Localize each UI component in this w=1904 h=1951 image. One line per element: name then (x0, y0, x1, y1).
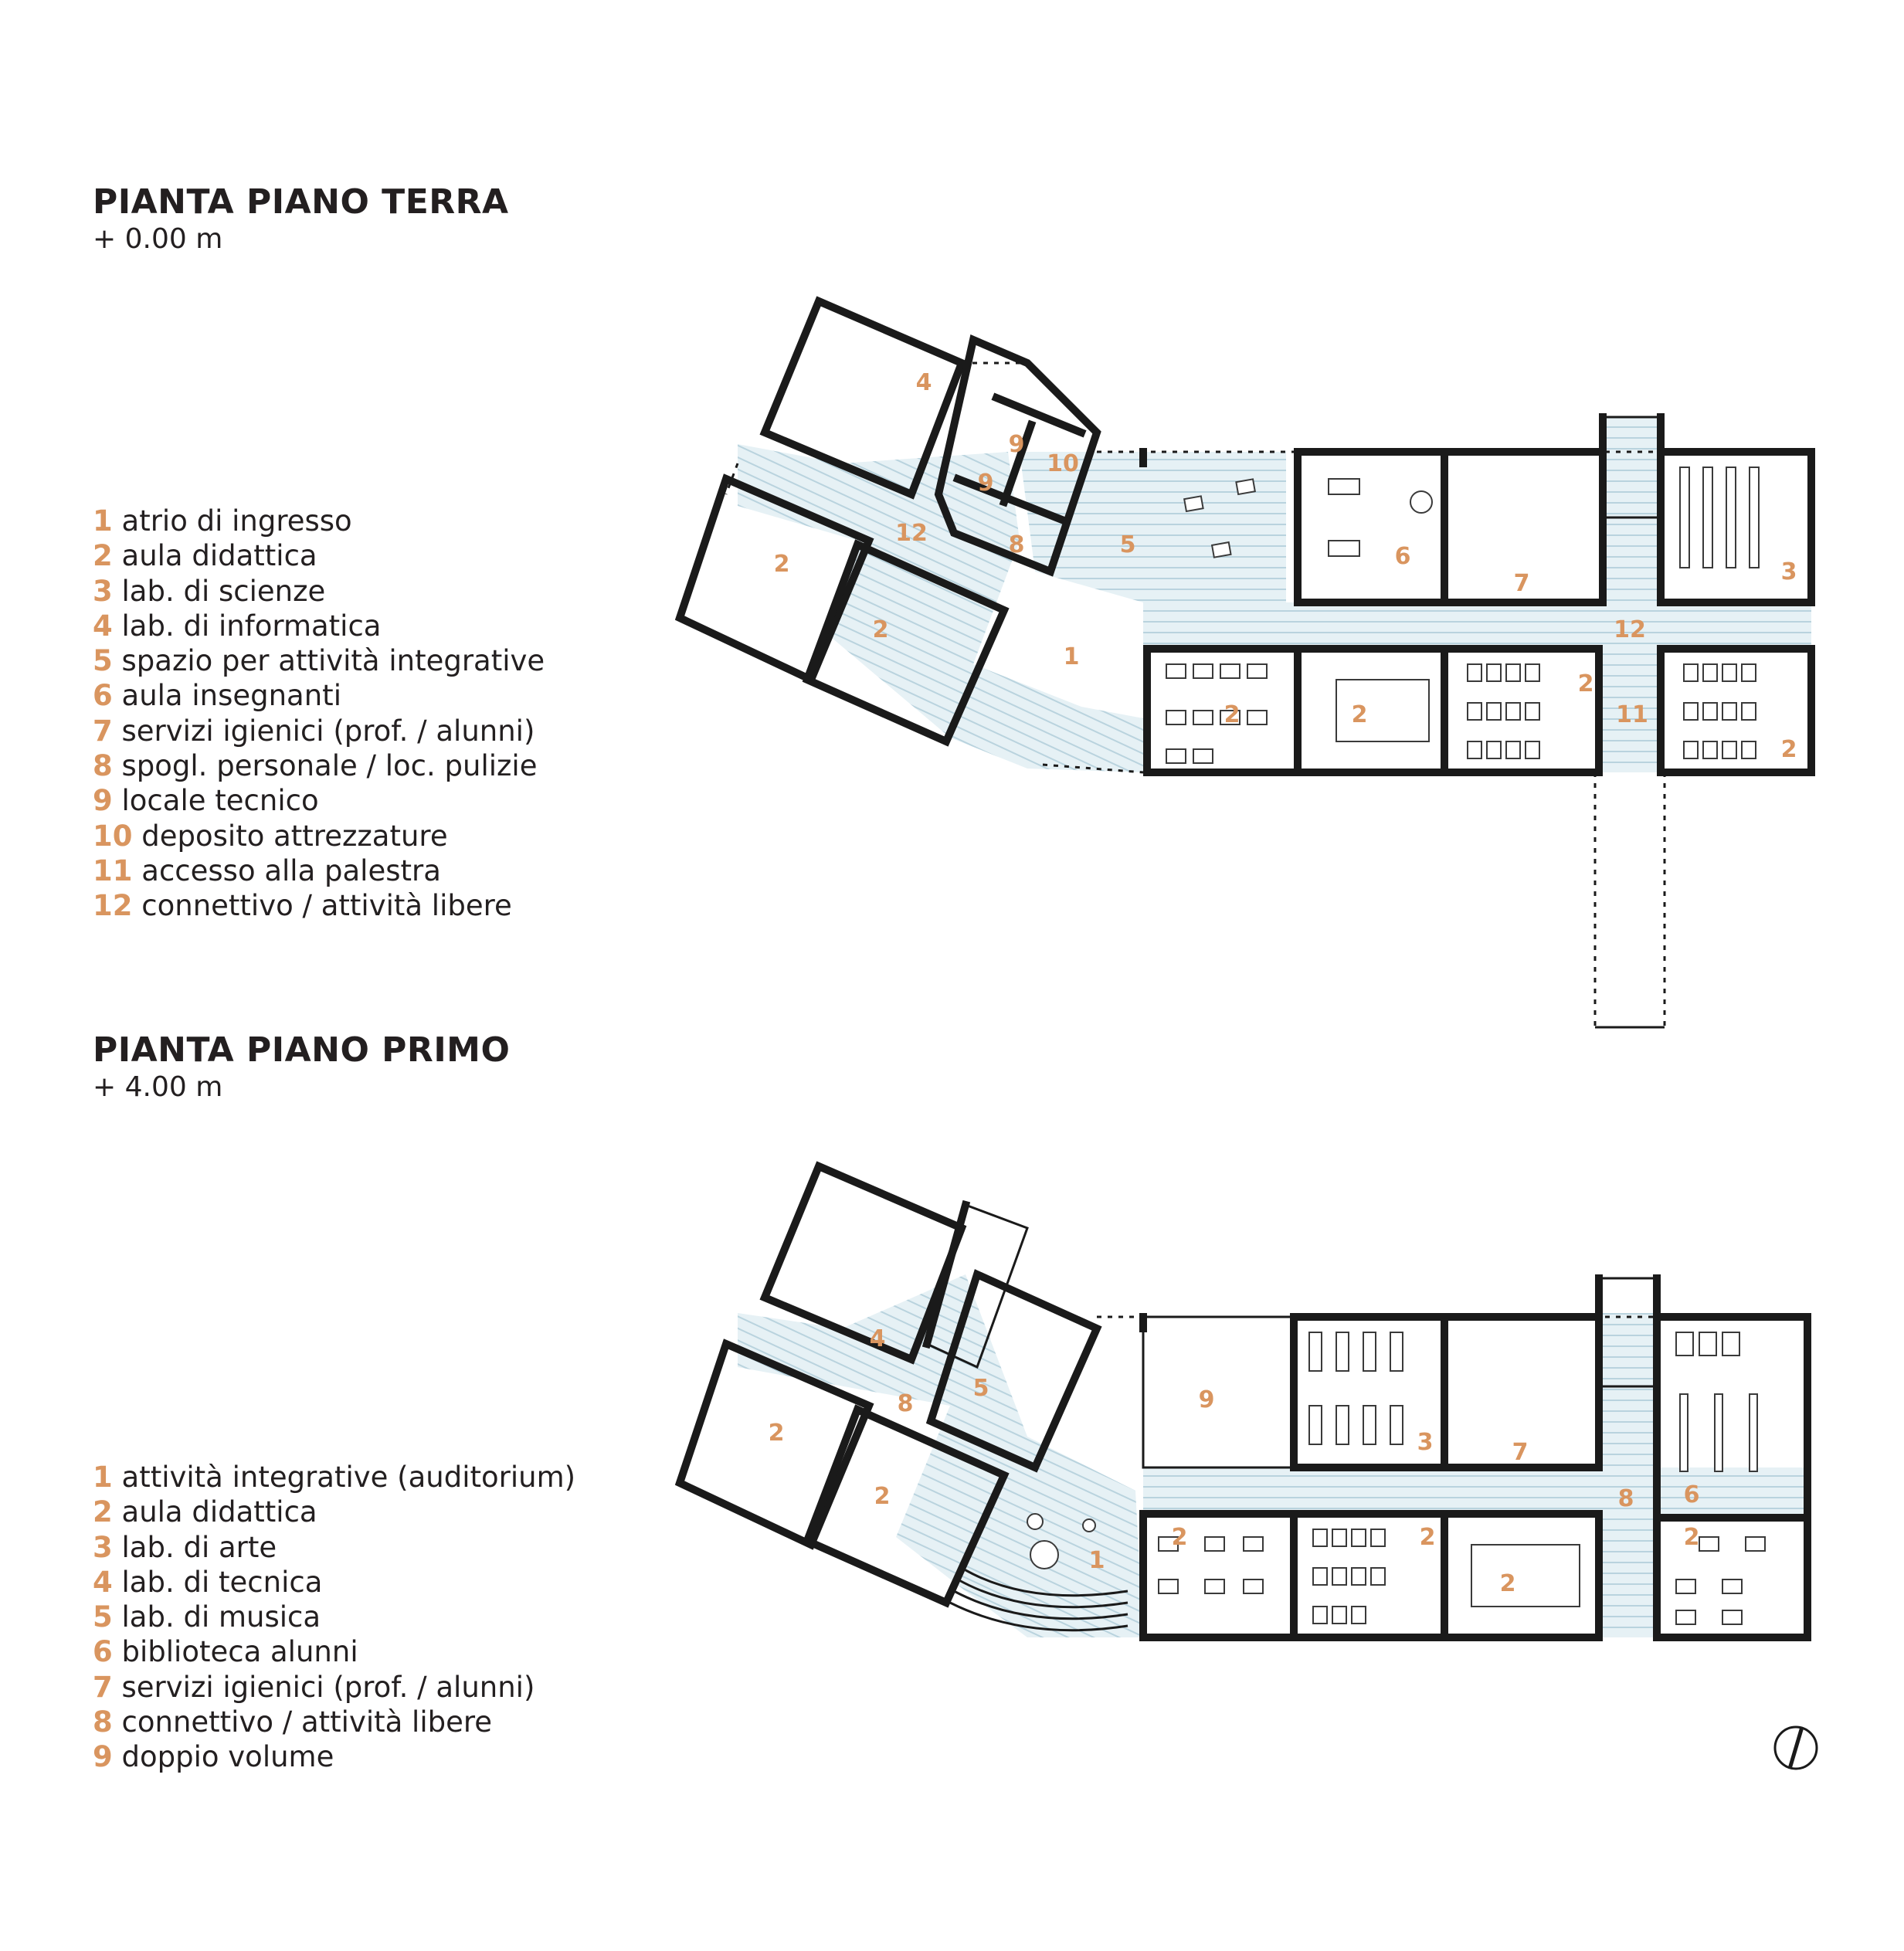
legend-item: 11 accesso alla palestra (93, 853, 441, 887)
legend-item: 6 aula insegnanti (93, 679, 341, 713)
svg-text:2: 2 (1683, 1524, 1700, 1551)
svg-text:6: 6 (1394, 543, 1411, 570)
legend-item: 8 spogl. personale / loc. pulizie (93, 749, 538, 783)
legend-item: 5 spazio per attività integrative (93, 644, 545, 678)
svg-text:9: 9 (1008, 431, 1025, 458)
svg-text:1: 1 (1088, 1547, 1105, 1574)
svg-text:2: 2 (773, 551, 790, 578)
first-link-corridor (1595, 1313, 1657, 1637)
svg-text:2: 2 (1577, 670, 1594, 697)
legend-item: 3 lab. di scienze (93, 574, 326, 608)
first-main-corridor (1143, 1467, 1807, 1514)
legend-item: 3 lab. di arte (93, 1530, 277, 1564)
ground-teachers-room (1298, 452, 1444, 602)
svg-text:9: 9 (977, 470, 994, 497)
first-double-volume (1143, 1317, 1294, 1467)
legend-item: 8 connettivo / attività libere (93, 1705, 493, 1739)
svg-text:5: 5 (1119, 531, 1136, 558)
north-arrow-icon (1775, 1727, 1817, 1769)
svg-text:2: 2 (1780, 736, 1797, 763)
svg-text:2: 2 (768, 1420, 785, 1447)
legend-item: 6 biblioteca alunni (93, 1635, 358, 1669)
svg-text:11: 11 (1616, 701, 1648, 728)
legend-item: 7 servizi igienici (prof. / alunni) (93, 1670, 535, 1704)
ground-east-corridor (1286, 602, 1811, 649)
svg-text:2: 2 (1419, 1524, 1436, 1551)
svg-text:7: 7 (1513, 570, 1530, 597)
first-corridor-left (738, 1274, 1143, 1637)
legend-item: 2 aula didattica (93, 1495, 317, 1529)
legend-item: 2 aula didattica (93, 539, 317, 573)
legend-item: 9 doppio volume (93, 1740, 334, 1774)
legend-item: 10 deposito attrezzature (93, 819, 448, 853)
first-classroom-a (1143, 1514, 1294, 1637)
legend-item: 7 servizi igienici (prof. / alunni) (93, 714, 535, 748)
svg-text:9: 9 (1198, 1386, 1215, 1413)
legend-item: 9 locale tecnico (93, 784, 319, 818)
ground-floor-title: PIANTA PIANO TERRA (93, 182, 509, 222)
svg-text:2: 2 (1351, 701, 1368, 728)
first-floor-level: + 4.00 m (93, 1071, 223, 1103)
legend-item: 4 lab. di informatica (93, 609, 382, 643)
svg-text:7: 7 (1512, 1439, 1529, 1466)
svg-text:6: 6 (1683, 1481, 1700, 1508)
legend-item: 5 lab. di musica (93, 1600, 321, 1634)
svg-text:8: 8 (897, 1390, 914, 1417)
first-floor-title: PIANTA PIANO PRIMO (93, 1030, 511, 1070)
legend-item: 1 attività integrative (auditorium) (93, 1461, 576, 1494)
legend-item: 4 lab. di tecnica (93, 1565, 323, 1599)
svg-text:3: 3 (1780, 558, 1797, 585)
svg-text:8: 8 (1008, 531, 1025, 558)
svg-text:2: 2 (1499, 1570, 1516, 1597)
svg-text:8: 8 (1617, 1485, 1634, 1512)
svg-text:2: 2 (1224, 701, 1240, 728)
svg-text:10: 10 (1047, 450, 1079, 477)
svg-text:12: 12 (1614, 616, 1646, 643)
svg-text:3: 3 (1417, 1429, 1434, 1456)
svg-text:2: 2 (874, 1483, 891, 1510)
svg-text:4: 4 (869, 1325, 886, 1352)
ground-floor-level: + 0.00 m (93, 223, 223, 255)
ground-floor-plan (680, 301, 1811, 1027)
svg-text:1: 1 (1063, 643, 1080, 670)
svg-text:4: 4 (915, 369, 932, 396)
legend-item: 1 atrio di ingresso (93, 504, 352, 538)
svg-text:2: 2 (872, 616, 889, 643)
ground-gym-bridge (1595, 772, 1665, 1027)
svg-text:2: 2 (1171, 1524, 1188, 1551)
first-floor-plan (680, 1166, 1807, 1637)
legend-item: 12 connettivo / attività libere (93, 889, 512, 923)
svg-text:5: 5 (972, 1375, 989, 1402)
svg-text:12: 12 (895, 520, 928, 547)
